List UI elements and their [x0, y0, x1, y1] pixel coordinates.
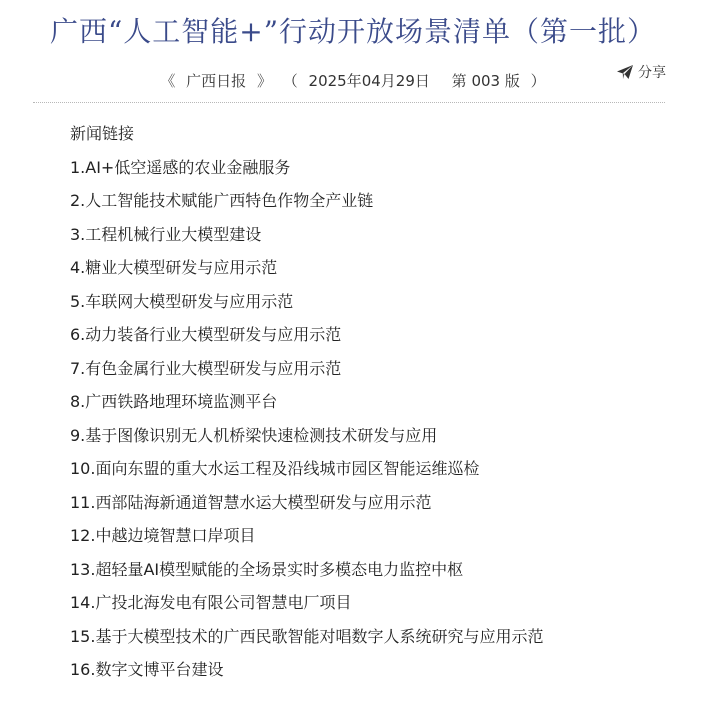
list-item: 6.动力装备行业大模型研发与应用示范: [70, 325, 342, 344]
page-number: 第 003 版: [451, 72, 520, 90]
publish-date: 2025年04月29日: [308, 72, 430, 90]
paren-close: ）: [530, 72, 546, 90]
list-item: 11.西部陆海新通道智慧水运大模型研发与应用示范: [70, 492, 432, 512]
source-name[interactable]: 广西日报: [186, 72, 247, 90]
list-item: 13.超轻量AI模型赋能的全场景实时多模态电力监控中枢: [70, 559, 464, 579]
list-item: 2.人工智能技术赋能广西特色作物全产业链: [70, 191, 374, 210]
share-button[interactable]: [616, 62, 666, 82]
list-item: 5.车联网大模型研发与应用示范: [70, 291, 294, 311]
list-item: 14.广投北海发电有限公司智慧电厂项目: [70, 593, 352, 612]
article-body: [70, 123, 680, 693]
scenario-list: [70, 157, 680, 682]
share-label: 分享: [638, 65, 666, 81]
source-close-bracket: 》: [256, 72, 272, 90]
paper-plane-icon: [616, 64, 634, 80]
list-item: 7.有色金属行业大模型研发与应用示范: [70, 358, 342, 378]
list-item: 16.数字文博平台建设: [70, 660, 224, 679]
section-label: 新闻链接: [70, 124, 135, 143]
list-item: 8.广西铁路地理环境监测平台: [70, 392, 278, 411]
list-item: 12.中越边境智慧口岸项目: [70, 526, 256, 545]
list-item: 9.基于图像识别无人机桥梁快速检测技术研发与应用: [70, 425, 438, 445]
header-divider: [33, 102, 665, 103]
list-item: 4.糖业大模型研发与应用示范: [70, 258, 278, 277]
article-meta: [0, 70, 706, 91]
article-title: 广西“人工智能+”行动开放场景清单（第一批）: [49, 15, 657, 48]
list-item: 10.面向东盟的重大水运工程及沿线城市园区智能运维巡检: [70, 459, 480, 478]
list-item: 3.工程机械行业大模型建设: [70, 224, 262, 244]
list-item: 15.基于大模型技术的广西民歌智能对唱数字人系统研究与应用示范: [70, 626, 544, 646]
list-item: 1.AI+低空遥感的农业金融服务: [70, 157, 291, 177]
paren-open: （: [282, 72, 298, 90]
source-open-bracket: 《: [160, 72, 176, 90]
